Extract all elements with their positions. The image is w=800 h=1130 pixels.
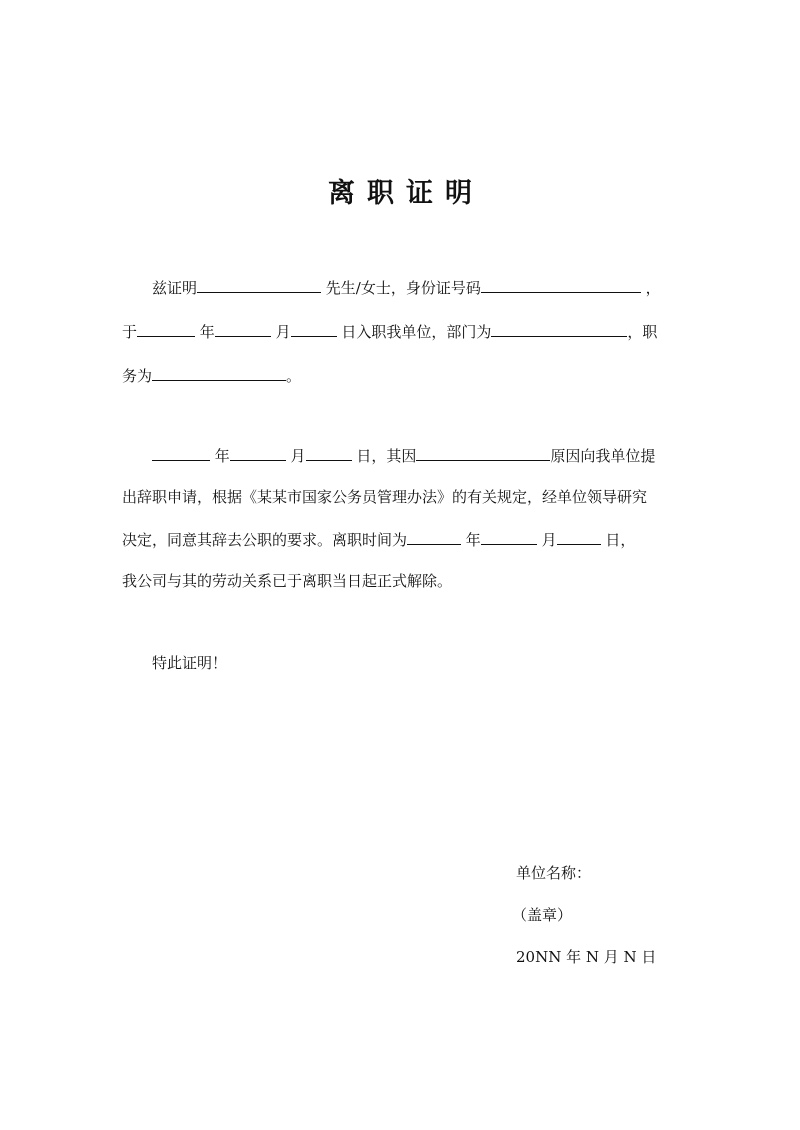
text: 月 <box>536 531 557 549</box>
text: 日入职我单位，部门为 <box>336 323 492 341</box>
paragraph2-line1 <box>152 444 655 467</box>
text: 原因向我单位提 <box>550 447 656 465</box>
text: 兹证明 <box>152 279 198 297</box>
text: 年 <box>461 531 481 549</box>
unit-name-label: 单位名称： <box>516 864 592 882</box>
paragraph1-line1 <box>152 276 661 299</box>
resign-month-blank[interactable] <box>230 444 286 461</box>
leave-year-blank[interactable] <box>407 528 461 545</box>
department-blank[interactable] <box>491 320 627 337</box>
seal-label: （盖章） <box>512 906 573 924</box>
paragraph2-line2: 出辞职申请，根据《某某市国家公务员管理办法》的有关规定，经单位领导研究 <box>122 488 648 506</box>
text: 。 <box>286 367 302 385</box>
leave-month-blank[interactable] <box>481 528 537 545</box>
entry-year-blank[interactable] <box>137 320 195 337</box>
entry-day-blank[interactable] <box>291 320 337 337</box>
closing-text: 特此证明！ <box>152 654 228 672</box>
paragraph1-line2 <box>122 320 657 343</box>
text: ，职 <box>627 323 658 341</box>
text: 年 <box>195 323 215 341</box>
position-blank[interactable] <box>152 364 286 381</box>
text: 月 <box>285 447 306 465</box>
signature-date: 20NN 年 N 月 N 日 <box>516 948 657 966</box>
paragraph1-line3 <box>122 364 301 387</box>
text: 年 <box>210 447 230 465</box>
resign-day-blank[interactable] <box>306 444 352 461</box>
reason-blank[interactable] <box>416 444 550 461</box>
leave-day-blank[interactable] <box>557 528 601 545</box>
name-blank[interactable] <box>197 276 321 293</box>
paragraph2-line3 <box>122 528 635 551</box>
document-title: 离职证明 <box>328 178 484 209</box>
resign-year-blank[interactable] <box>152 444 210 461</box>
text: 日， <box>600 531 636 549</box>
text: 先生/女士，身份证号码 <box>321 279 481 297</box>
entry-month-blank[interactable] <box>215 320 271 337</box>
text: 务为 <box>122 367 153 385</box>
paragraph2-line4: 我公司与其的劳动关系已于离职当日起正式解除。 <box>122 572 453 590</box>
text: 于 <box>122 323 138 341</box>
text: ， <box>640 279 661 297</box>
id-number-blank[interactable] <box>481 276 641 293</box>
text: 决定，同意其辞去公职的要求。离职时间为 <box>122 531 408 549</box>
text: 日，其因 <box>351 447 417 465</box>
text: 月 <box>270 323 291 341</box>
